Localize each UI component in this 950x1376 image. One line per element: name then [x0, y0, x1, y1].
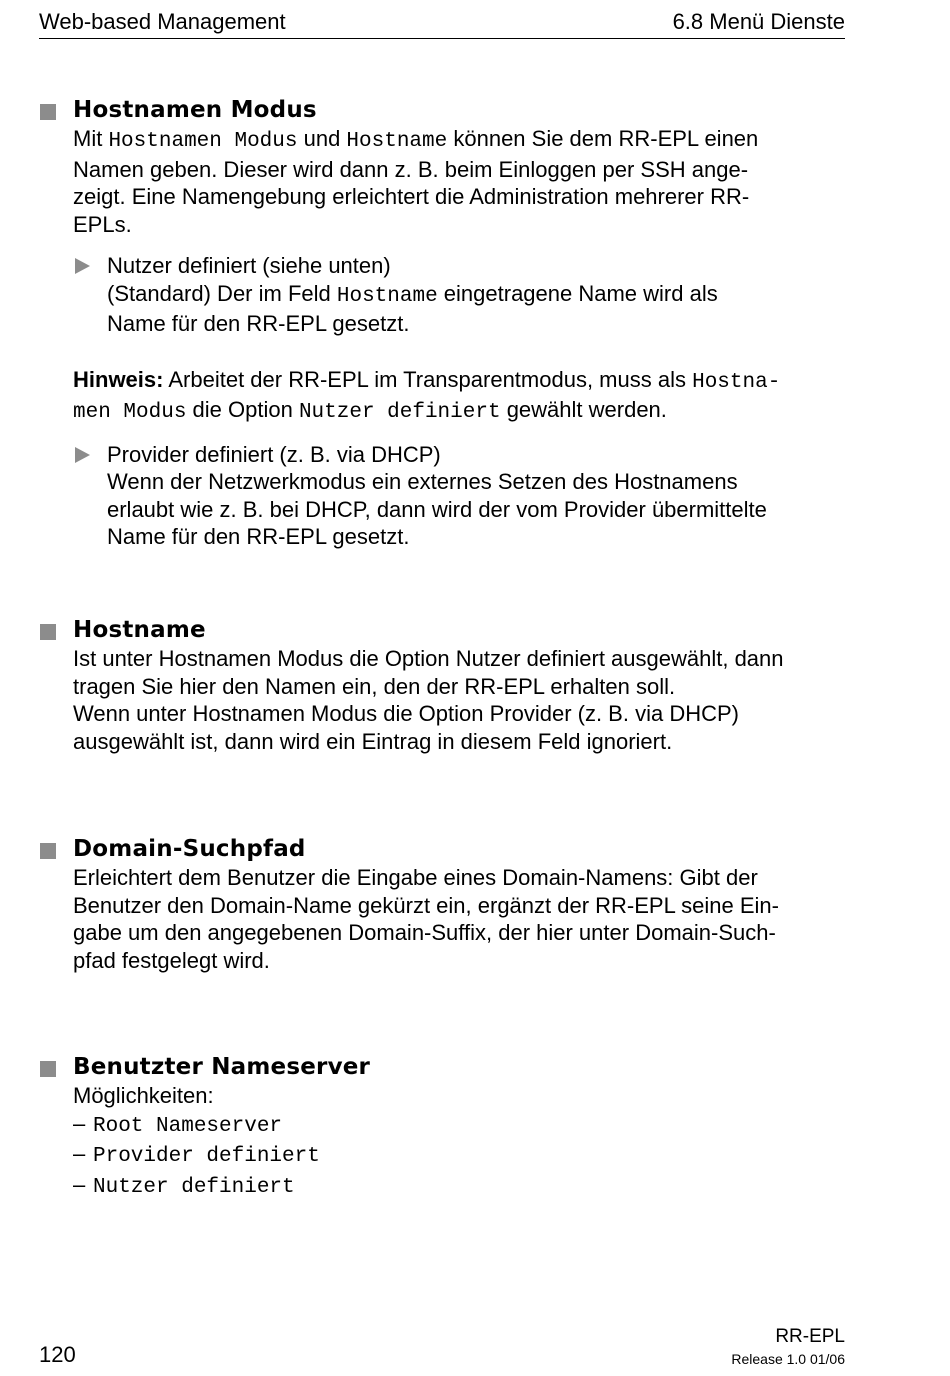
options-lead: Möglichkeiten: — [73, 1083, 214, 1108]
product-name: RR-EPL — [775, 1326, 845, 1347]
triangle-bullet-icon — [75, 447, 90, 463]
list-item: – Nutzer definiert — [73, 1171, 295, 1199]
list-item: – Provider definiert — [73, 1141, 320, 1168]
option-provider-definiert: Provider definiert (z. B. via DHCP) Wenn der Netzwerkmodus ein externes Setzen des Hostnamens erlaubt wie z. B. bei DHCP, dann wird der vom Provider übermittelte Name für den RR-EPL gesetzt. — [73, 441, 851, 551]
option-nutzer-definiert: Nutzer definiert (siehe unten) (Standard) Der im Feld Hostname eingetragene Name wird als Name für den RR-EPL gesetzt. — [73, 252, 851, 338]
note-paragraph: Hinweis: Arbeitet der RR-EPL im Transparentmodus, muss als Hostna- men Modus die Option Nutzer definiert gewählt werden. — [73, 366, 781, 424]
header-left: Web-based Management — [39, 9, 286, 34]
section-benutzter-nameserver — [39, 1054, 851, 1201]
section-bullet-icon — [40, 104, 56, 120]
domain-suchpfad-description: Erleichtert dem Benutzer die Eingabe eines Domain-Namens: Gibt der Benutzer den Domain-Name gekürzt ein, ergänzt der RR-EPL seine Ein- gabe um den angegebenen Domain-Suffix, der hier unter Domain-Such- pfad festgelegt wird. — [73, 865, 779, 973]
page-number: 120 — [39, 1342, 76, 1367]
section-title: Domain-Suchpfad — [73, 836, 306, 862]
section-title: Hostnamen Modus — [73, 97, 317, 123]
intro-paragraph: Mit Hostnamen Modus und Hostname können Sie dem RR-EPL einen Namen geben. Dieser wird dann z. B. beim Einloggen per SSH ange- zeigt. Eine Namengebung erleichtert die Administration mehrerer RR- EPLs. — [73, 126, 759, 237]
section-bullet-icon — [40, 843, 56, 859]
section-title: Benutzter Nameserver — [73, 1054, 371, 1080]
section-hostname — [39, 617, 851, 755]
section-bullet-icon — [40, 1061, 56, 1077]
hostname-description: Ist unter Hostnamen Modus die Option Nutzer definiert ausgewählt, dann tragen Sie hier den Namen ein, den der RR-EPL erhalten soll. Wenn unter Hostnamen Modus die Option Provider (z. B. via DHCP) ausgewählt ist, dann wird ein Eintrag in diesem Feld ignoriert. — [73, 646, 784, 754]
release-info: Release 1.0 01/06 — [731, 1351, 845, 1367]
triangle-bullet-icon — [75, 258, 90, 274]
section-hostnamen-modus — [39, 97, 851, 551]
list-item: – Root Nameserver — [73, 1110, 283, 1138]
header-right: 6.8 Menü Dienste — [672, 9, 845, 34]
section-title: Hostname — [73, 617, 206, 643]
section-bullet-icon — [40, 624, 56, 640]
section-domain-suchpfad — [39, 836, 851, 974]
page-header — [39, 6, 845, 39]
